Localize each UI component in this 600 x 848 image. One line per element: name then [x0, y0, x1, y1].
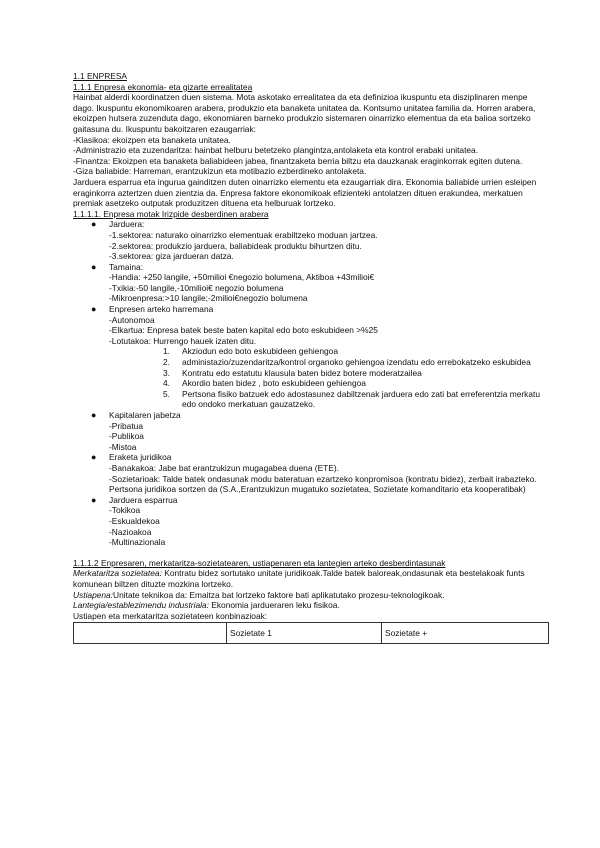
list-item: -Autonomoa	[109, 314, 155, 325]
bullet-icon: ●	[91, 219, 97, 230]
definition-text: Ekonomia jardueraren leku fisikoa.	[208, 600, 340, 611]
bullet-icon: ●	[91, 261, 97, 272]
numbered-item	[163, 378, 549, 389]
definition-item	[73, 568, 549, 589]
bullet-esparrua	[91, 495, 549, 506]
bullet-title: Jarduera:	[109, 219, 145, 230]
list-item: -Elkartua: Enpresa batek beste baten kapital edo boto eskubideen >%25	[109, 325, 378, 336]
item-text: administazio/zuzendaritza/kontrol organoko gehiengoa izendatu edo errebokatzeko eskubidea	[182, 357, 531, 368]
bullet-title: Jarduera esparrua	[109, 494, 178, 505]
list-item: -Lotutakoa: Hurrengo hauek izaten ditu.	[109, 335, 257, 346]
numbered-item	[163, 389, 549, 410]
list-item: -Banakakoa: Jabe bat erantzukizun mugagabea duena (ETE).	[109, 462, 339, 473]
differences-heading: 1.1.1.2 Enpresaren, merkataritza-sozietatearen, ustiapenaren eta lantegien arteko desberdintasunak	[73, 557, 446, 568]
definition-item	[73, 600, 549, 611]
definition-term: Ustiapena:	[73, 589, 114, 600]
characteristic-item: -Administrazio eta zuzendaritza: hainbat helburu betetzeko plangintza,antolaketa eta kontrol erabaki unitatea.	[73, 145, 479, 156]
bullet-title: Eraketa juridikoa	[109, 452, 172, 463]
item-number: 1.	[163, 346, 170, 357]
list-item: -Mistoa	[109, 441, 137, 452]
item-number: 2.	[163, 357, 170, 368]
bullet-icon: ●	[91, 494, 97, 505]
item-text: Kontratu edo estatutu klausula baten bidez botere moderatzailea	[182, 367, 422, 378]
item-number: 4.	[163, 378, 170, 389]
list-item: -Nazioakoa	[109, 526, 152, 537]
bullet-title: Tamaina:	[109, 261, 143, 272]
bullet-icon: ●	[91, 452, 97, 463]
section-heading: 1.1 ENPRESA	[73, 71, 127, 81]
definition-term: Merkataritza sozietatea:	[73, 568, 162, 579]
bullet-title: Kapitalaren jabetza	[109, 410, 181, 420]
characteristic-item: -Giza baliabide: Harreman, erantzukizun eta motibazio ezberdineko antolaketa.	[73, 166, 367, 177]
list-item: -Multinazionala	[109, 537, 166, 548]
table-caption: Ustiapen eta merkataritza sozietateen konbinazioak:	[73, 610, 268, 621]
types-heading: 1.1.1.1. Enpresa motak Irizpide desberdinen arabera	[73, 208, 269, 219]
document-page	[73, 71, 549, 644]
numbered-item	[163, 368, 549, 379]
item-text: Akordio baten bidez , boto eskubideen gehiengoa	[182, 378, 366, 389]
definition-text: Kontratu bidez sortutako unitate juridikoak.Talde batek baloreak,ondasunak eta bestelakoak funts komunean biltzen dituzte mozkina lortzeko.	[73, 568, 525, 589]
table-cell: Sozietate 1	[227, 623, 382, 644]
numbered-item	[163, 357, 549, 368]
combinations-table	[73, 622, 549, 644]
item-number: 5.	[163, 388, 170, 399]
table-cell	[74, 623, 227, 644]
paragraph-2: Jarduera esparrua eta ingurua gainditzen duten oinarrizko elementu eta ezaugarriak dira. Ekonomia baliabide urrien esleipen eraginkorra aztertzen duen zientzia da. Enpresa faktore ekonomikoak efizienteki antolatzen dituen erakundea, merkatuen premiak asetzeko outputak produzitzen dituena eta helburuak lortzeko.	[73, 176, 537, 209]
list-item: -Publikoa	[109, 431, 144, 442]
table-cell: Sozietate +	[382, 623, 549, 644]
definition-text: Unitate teknikoa da: Emaitza bat lortzeko faktore bati aplikatutako prozesu-teknologikoak.	[113, 589, 445, 600]
list-item: -Pribatua	[109, 420, 143, 431]
subsection-heading: 1.1.1 Enpresa ekonomia- eta gizarte errealitatea	[73, 81, 253, 92]
bullet-title: Enpresen arteko harremana	[109, 304, 214, 315]
bullet-jarduera	[91, 219, 549, 230]
bullet-harremana	[91, 304, 549, 315]
characteristic-item: -Finantza: Ekoizpen eta banaketa baliabideen jabea, finantzaketa berria biltzu eta dauzkanak eraginkorrak egiten dutena.	[73, 155, 523, 166]
numbered-item	[163, 346, 549, 357]
definition-term: Lantegia/establezimendu industriala:	[73, 600, 209, 611]
item-text: Akziodun edo boto eskubideen gehiengoa	[182, 346, 338, 357]
characteristic-item: -Klasikoa: ekoizpen eta banaketa unitatea.	[73, 134, 231, 145]
list-item: -Mikroenpresa:>10 langile;-2milioi€negozio bolumena	[109, 293, 308, 304]
list-item: -1.sektorea: naturako oinarrizko elementuak erabiltzeko moduan jartzea.	[109, 229, 378, 240]
list-item: -Handia: +250 langile, +50milioi €negozio bolumena, Aktiboa +43milioi€	[109, 272, 375, 283]
bullet-juridikoa	[91, 452, 549, 463]
bullet-tamaina	[91, 262, 549, 273]
list-item: -3.sektorea: giza jardueran datza.	[109, 251, 234, 262]
list-item: -Sozietarioak: Talde batek ondasunak modu bateratuan ezartzeko konpromisoa (kontratu bidez), zerbait irabazteko. Pertsona juridikoa sortzen da (S.A.,Erantzukizun mugatuko sozietatea, Sozietate komanditario eta kooperatibak)	[109, 473, 537, 495]
intro-paragraph: Hainbat alderdi koordinatzen duen sistema. Mota askotako errealitatea da eta definizioa ikuspuntu eta disziplinaren menpe dago. Ikuspuntu ekonomikoaren arabera, produkzio eta banaketa unitatea da. Kontsumo unitatea familia da. Horren arabera, ekoizpen hutsera zuzenduta dago, ekonomiaren barneko produkzio sistemaren oinarrizko elementua da eta balioa sortzeko gaitasuna du. Ikuspuntu bakoitzaren ezaugarriak:	[73, 92, 536, 134]
list-item: -Eskualdekoa	[109, 515, 160, 526]
list-item: -Tokikoa	[109, 505, 141, 516]
item-text: Pertsona fisiko batzuek edo adostasunez dabiltzenak jarduera edo zati bat erreferentzia merkatu edo ondoko merkatuan gauzatzeko.	[182, 388, 541, 410]
bullet-icon: ●	[91, 304, 97, 315]
bullet-kapitala	[91, 410, 549, 421]
item-number: 3.	[163, 367, 170, 378]
bullet-icon: ●	[91, 410, 97, 420]
list-item: -2.sektorea: produkzio jarduera, baliabideak produktu bihurtzen ditu.	[109, 240, 362, 251]
list-item: -Txikia:-50 langile,-10milioi€ negozio bolumena	[109, 282, 284, 293]
definition-item	[73, 590, 549, 601]
table-row	[74, 623, 549, 644]
